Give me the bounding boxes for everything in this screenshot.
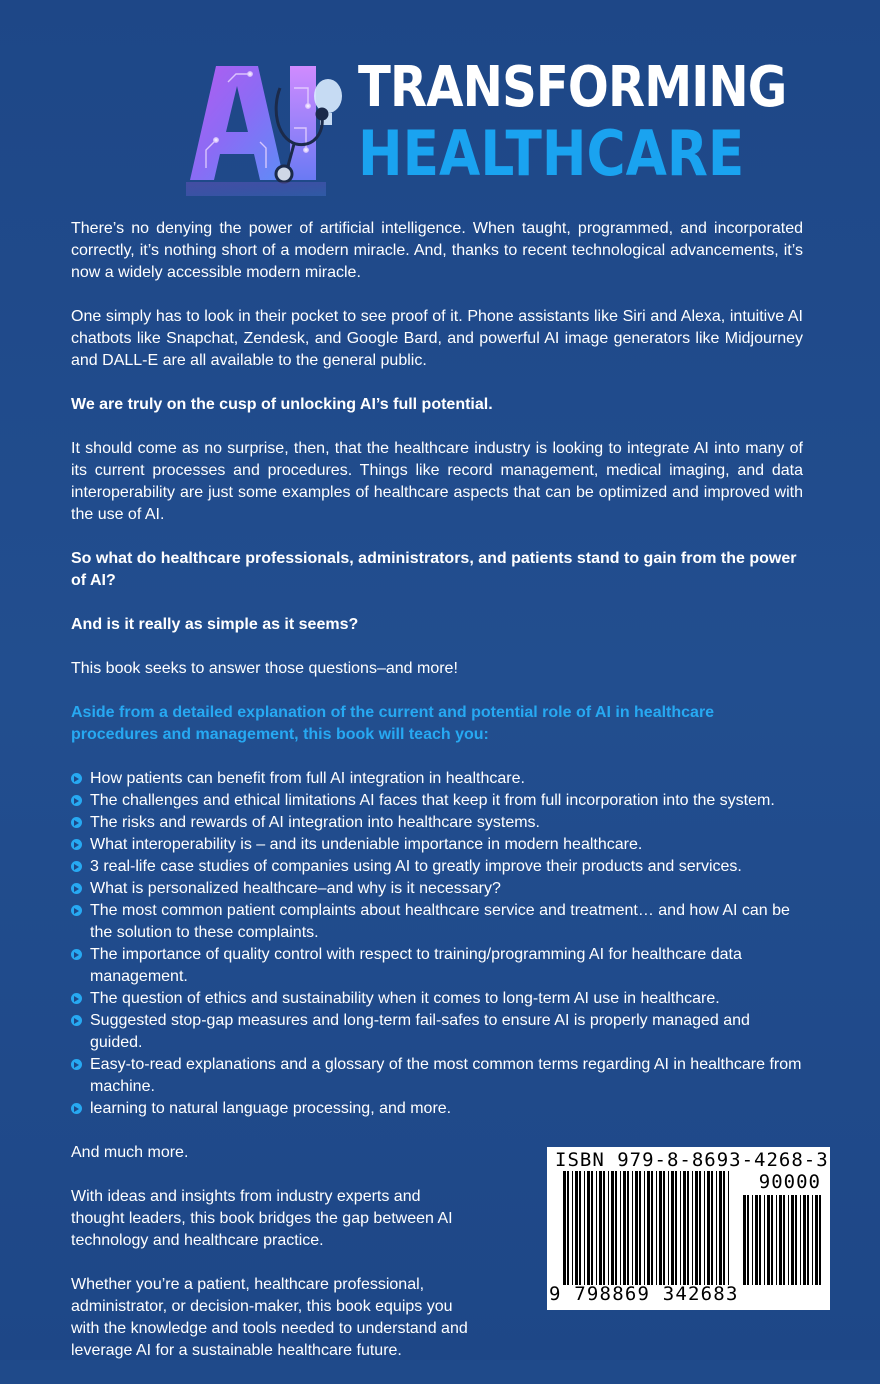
closing-paragraph-3: Whether you’re a patient, healthcare professional, administrator, or decision-maker, this book equips you with the knowledge and tools needed to understand and leverage AI for a sustainable healthcare future. [71,1276,468,1359]
barcode-bar [719,1171,722,1285]
barcode-bar [656,1171,657,1285]
barcode-bar [620,1171,621,1285]
title-line-2: HEALTHCARE [358,117,745,190]
barcode-bar [668,1171,669,1285]
list-item: What interoperability is – and its undeniable importance in modern healthcare. [71,834,803,856]
barcode-bar [723,1171,725,1285]
barcode-bar [687,1171,689,1285]
barcode-bar [572,1171,573,1285]
answer-paragraph: This book seeks to answer those questions–and more! [71,660,458,677]
barcode-bar [764,1195,765,1285]
arrow-bullet-icon [71,905,82,916]
closing-paragraph-1: And much more. [71,1144,189,1161]
list-item: The risks and rewards of AI integration into healthcare systems. [71,812,803,834]
intro-paragraph-1: There’s no denying the power of artificial intelligence. When taught, programmed, and incorporated correctly, it’s nothing short of a modern miracle. And, thanks to recent technological advancements, it’s now a widely accessible modern miracle. [71,220,803,281]
barcode-bar [783,1195,785,1285]
industry-paragraph: It should come as no surprise, then, that the healthcare industry is looking to integrate AI into many of its current processes and procedures. Things like record management, medical imaging, and data interoperability are just some examples of healthcare aspects that can be optimized and improved with the use of AI. [71,440,803,523]
arrow-bullet-icon [71,861,82,872]
intro-paragraph-2: One simply has to look in their pocket to see proof of it. Phone assistants like Siri and Alexa, intuitive AI chatbots like Snapchat, Zendesk, and Google Bard, and powerful AI image generators like Midjourney and DALL-E are all available to the general public. [71,308,803,369]
barcode-bar [675,1171,677,1285]
barcode-bar [776,1195,777,1285]
barcode-bar [800,1195,801,1285]
barcode-bar [767,1195,770,1285]
list-item: The importance of quality control with respect to training/programming AI for healthcare data management. [71,944,803,988]
list-item: Easy-to-read explanations and a glossary of the most common terms regarding AI in healthcare from machine. [71,1054,803,1098]
barcode-bar [755,1195,758,1285]
barcode-bar [623,1171,626,1285]
arrow-bullet-icon [71,883,82,894]
arrow-bullet-icon [71,773,82,784]
arrow-bullet-icon [71,949,82,960]
price-barcode-bars-icon [743,1195,823,1285]
barcode-bar [608,1171,609,1285]
barcode-digits: 9 798869 342683 [549,1283,739,1305]
arrow-bullet-icon [71,817,82,828]
isbn-label: ISBN 979-8-8693-4268-3 [555,1149,829,1171]
barcode-bar [575,1171,578,1285]
bullet-list [71,768,803,1120]
list-item: The challenges and ethical limitations AI faces that keep it from full incorporation into the system. [71,790,803,812]
barcode-bar [611,1171,614,1285]
barcode-bar [759,1195,761,1285]
arrow-bullet-icon [71,839,82,850]
list-item: What is personalized healthcare–and why is it necessary? [71,878,803,900]
arrow-bullet-icon [71,795,82,806]
arrow-bullet-icon [71,1059,82,1070]
barcode-bar [647,1171,650,1285]
barcode-bar [699,1171,701,1285]
barcode-bar [807,1195,809,1285]
barcode-bar [591,1171,593,1285]
isbn-barcode [547,1147,830,1310]
closing-paragraph-2: With ideas and insights from industry experts and thought leaders, this book bridges the gap between AI technology and healthcare practice. [71,1188,453,1249]
barcode-bar [663,1171,665,1285]
ai-logo-icon [176,58,346,198]
barcode-bar [587,1171,590,1285]
barcode-bar [584,1171,585,1285]
barcode-bar [812,1195,813,1285]
barcode-bar [563,1171,566,1285]
list-item: The question of ethics and sustainability when it comes to long-term AI use in healthcare. [71,988,803,1010]
barcode-bar [752,1195,753,1285]
arrow-bullet-icon [71,1103,82,1114]
barcode-bar [671,1171,674,1285]
barcode-bar [747,1195,749,1285]
barcode-bar [567,1171,569,1285]
barcode-bar [815,1195,818,1285]
barcode-bar [716,1171,717,1285]
barcode-bar [579,1171,581,1285]
price-code: 90000 [758,1171,821,1193]
barcode-bar [728,1171,729,1285]
barcode-bar [632,1171,633,1285]
list-item: The most common patient complaints about healthcare service and treatment… and how AI can be the solution to these complaints. [71,900,803,944]
barcode-bar [803,1195,806,1285]
list-item: 3 real-life case studies of companies using AI to greatly improve their products and services. [71,856,803,878]
list-item: Suggested stop-gap measures and long-term fail-safes to ensure AI is properly managed and guided. [71,1010,803,1054]
barcode-bar [639,1171,641,1285]
barcode-bar [704,1171,705,1285]
barcode-bar [819,1195,821,1285]
barcode-bar [603,1171,605,1285]
barcode-bar [695,1171,698,1285]
barcode-bar [615,1171,617,1285]
barcode-bar [788,1195,789,1285]
barcode-bar [791,1195,794,1285]
list-item: learning to natural language processing, and more. [71,1098,803,1120]
barcode-bar [635,1171,638,1285]
arrow-bullet-icon [71,1015,82,1026]
barcode-bar [599,1171,602,1285]
barcode-bar [771,1195,773,1285]
title-line-1: TRANSFORMING [358,55,787,120]
barcode-bar [707,1171,710,1285]
barcode-bar [680,1171,681,1285]
barcode-bar [795,1195,797,1285]
barcode-bar [627,1171,629,1285]
barcode-bar [644,1171,645,1285]
closing-block [71,1186,471,1362]
highlight-paragraph: We are truly on the cusp of unlocking AI’s full potential. [71,396,493,413]
barcode-bar [683,1171,686,1285]
question-paragraph-1: So what do healthcare professionals, administrators, and patients stand to gain from the power of AI? [71,550,797,589]
barcode-bar [711,1171,713,1285]
barcode-bars-icon [563,1171,733,1285]
list-item: How patients can benefit from full AI integration in healthcare. [71,768,803,790]
barcode-bar [692,1171,693,1285]
barcode-bar [596,1171,597,1285]
teach-intro: Aside from a detailed explanation of the current and potential role of AI in healthcare procedures and management, this book will teach you: [71,704,715,743]
barcode-bar [651,1171,653,1285]
question-paragraph-2: And is it really as simple as it seems? [71,616,359,633]
arrow-bullet-icon [71,993,82,1004]
barcode-bar [779,1195,782,1285]
barcode-bar [659,1171,662,1285]
barcode-bar [743,1195,746,1285]
